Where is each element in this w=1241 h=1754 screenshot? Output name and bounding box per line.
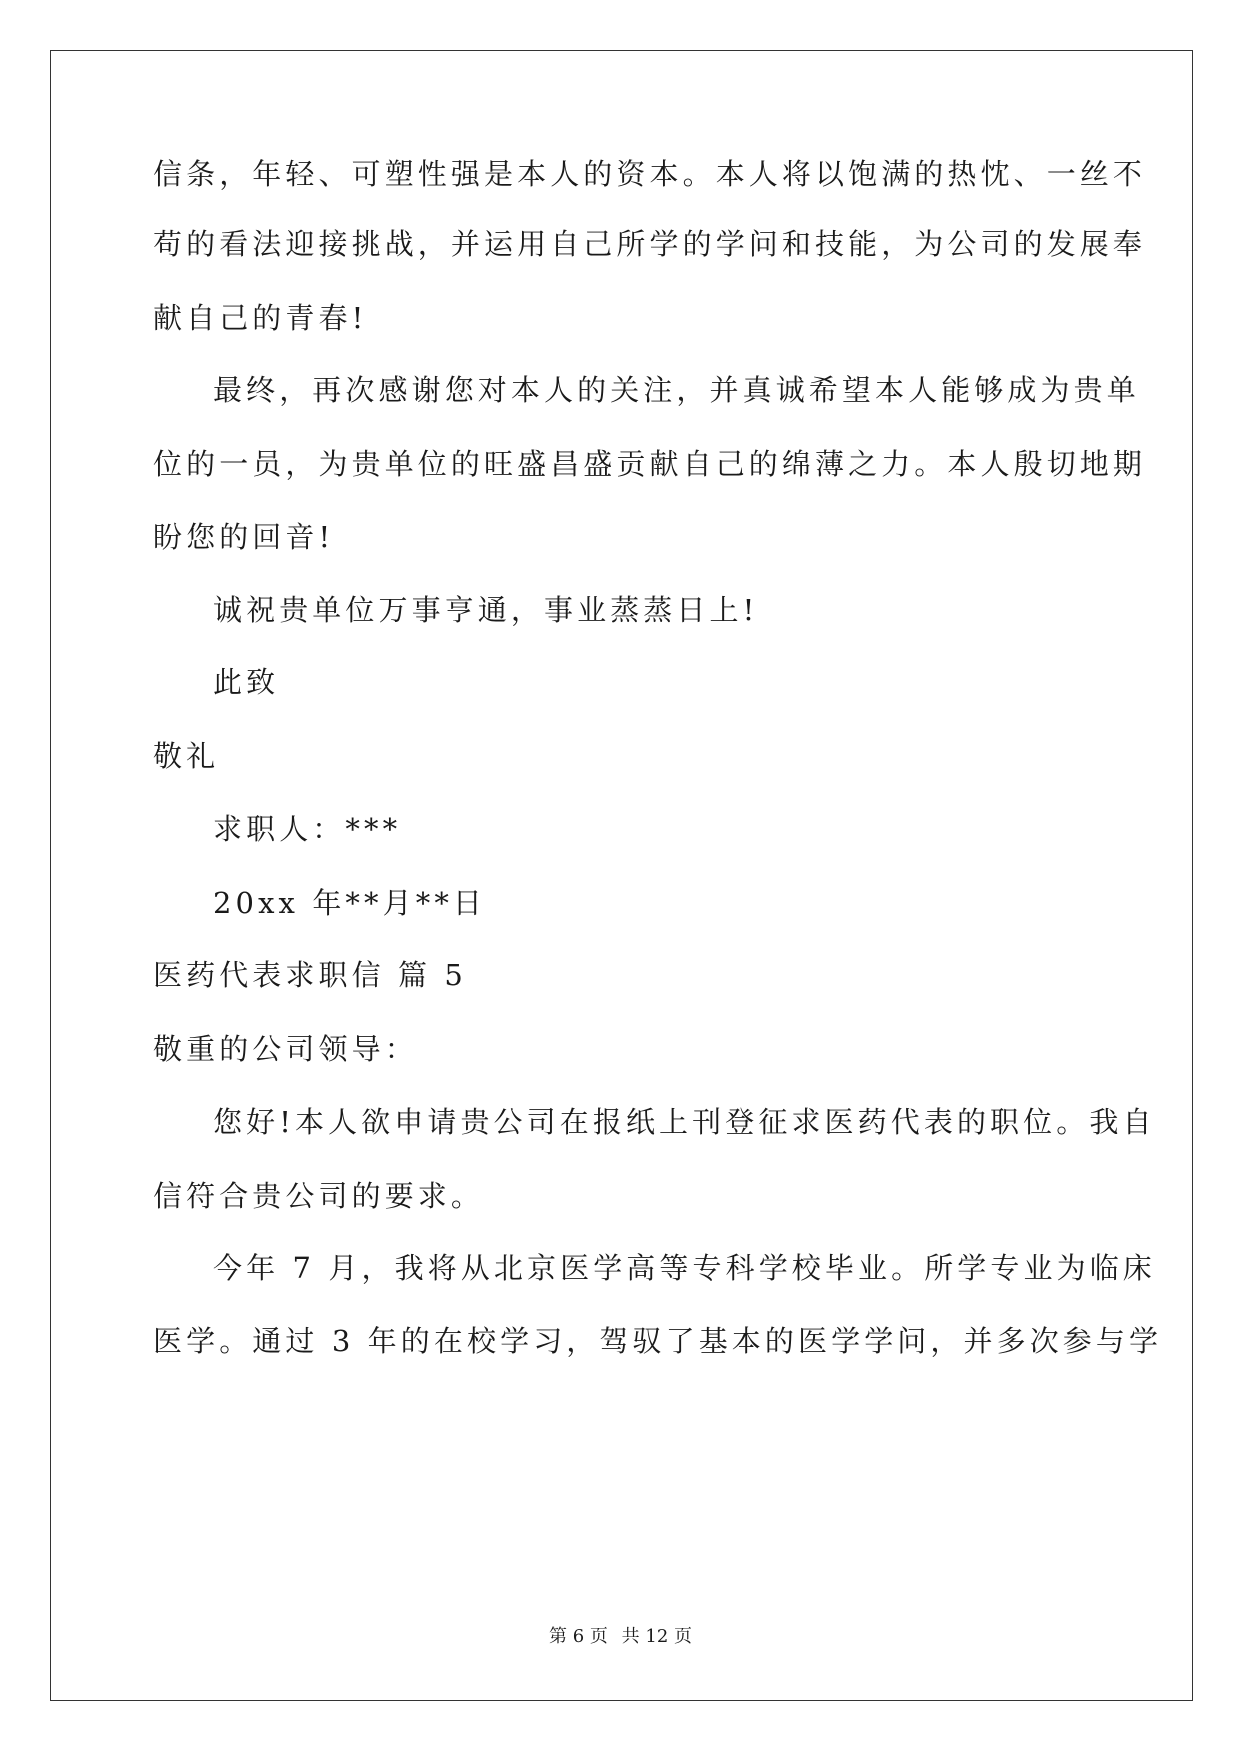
paragraph-line: 您好!本人欲申请贵公司在报纸上刊登征求医药代表的职位。我自 [213, 1105, 1156, 1139]
page-total: 共 12 页 [621, 1626, 692, 1647]
paragraph-line: 信条，年轻、可塑性强是本人的资本。本人将以饱满的热忱、一丝不 [153, 157, 1147, 191]
paragraph-line: 信符合贵公司的要求。 [153, 1179, 485, 1213]
paragraph-line: 最终，再次感谢您对本人的关注，并真诚希望本人能够成为贵单 [213, 373, 1140, 407]
page-footer [0, 1626, 1241, 1648]
paragraph-line: 医学。通过 3 年的在校学习，驾驭了基本的医学学问，并多次参与学 [153, 1324, 1163, 1358]
section-title: 医药代表求职信 篇 5 [153, 958, 467, 992]
letter-date: 20xx 年**月**日 [213, 886, 487, 920]
page-number: 第 6 页 [549, 1626, 608, 1647]
paragraph-line: 今年 7 月，我将从北京医学高等专科学校毕业。所学专业为临床 [213, 1251, 1156, 1285]
salutation-regards: 敬礼 [153, 739, 220, 773]
paragraph-line: 苟的看法迎接挑战，并运用自己所学的学问和技能，为公司的发展奉 [153, 227, 1147, 261]
letter-greeting: 敬重的公司领导： [153, 1032, 418, 1066]
closing-wish: 诚祝贵单位万事亨通，事业蒸蒸日上! [213, 593, 759, 627]
paragraph-line: 位的一员，为贵单位的旺盛昌盛贡献自己的绵薄之力。本人殷切地期 [153, 447, 1147, 481]
salutation-close: 此致 [213, 665, 280, 699]
applicant-signature: 求职人：*** [213, 812, 402, 846]
page-border [50, 50, 1193, 1701]
paragraph-line: 献自己的青春! [153, 301, 368, 335]
paragraph-line: 盼您的回音! [153, 520, 335, 554]
